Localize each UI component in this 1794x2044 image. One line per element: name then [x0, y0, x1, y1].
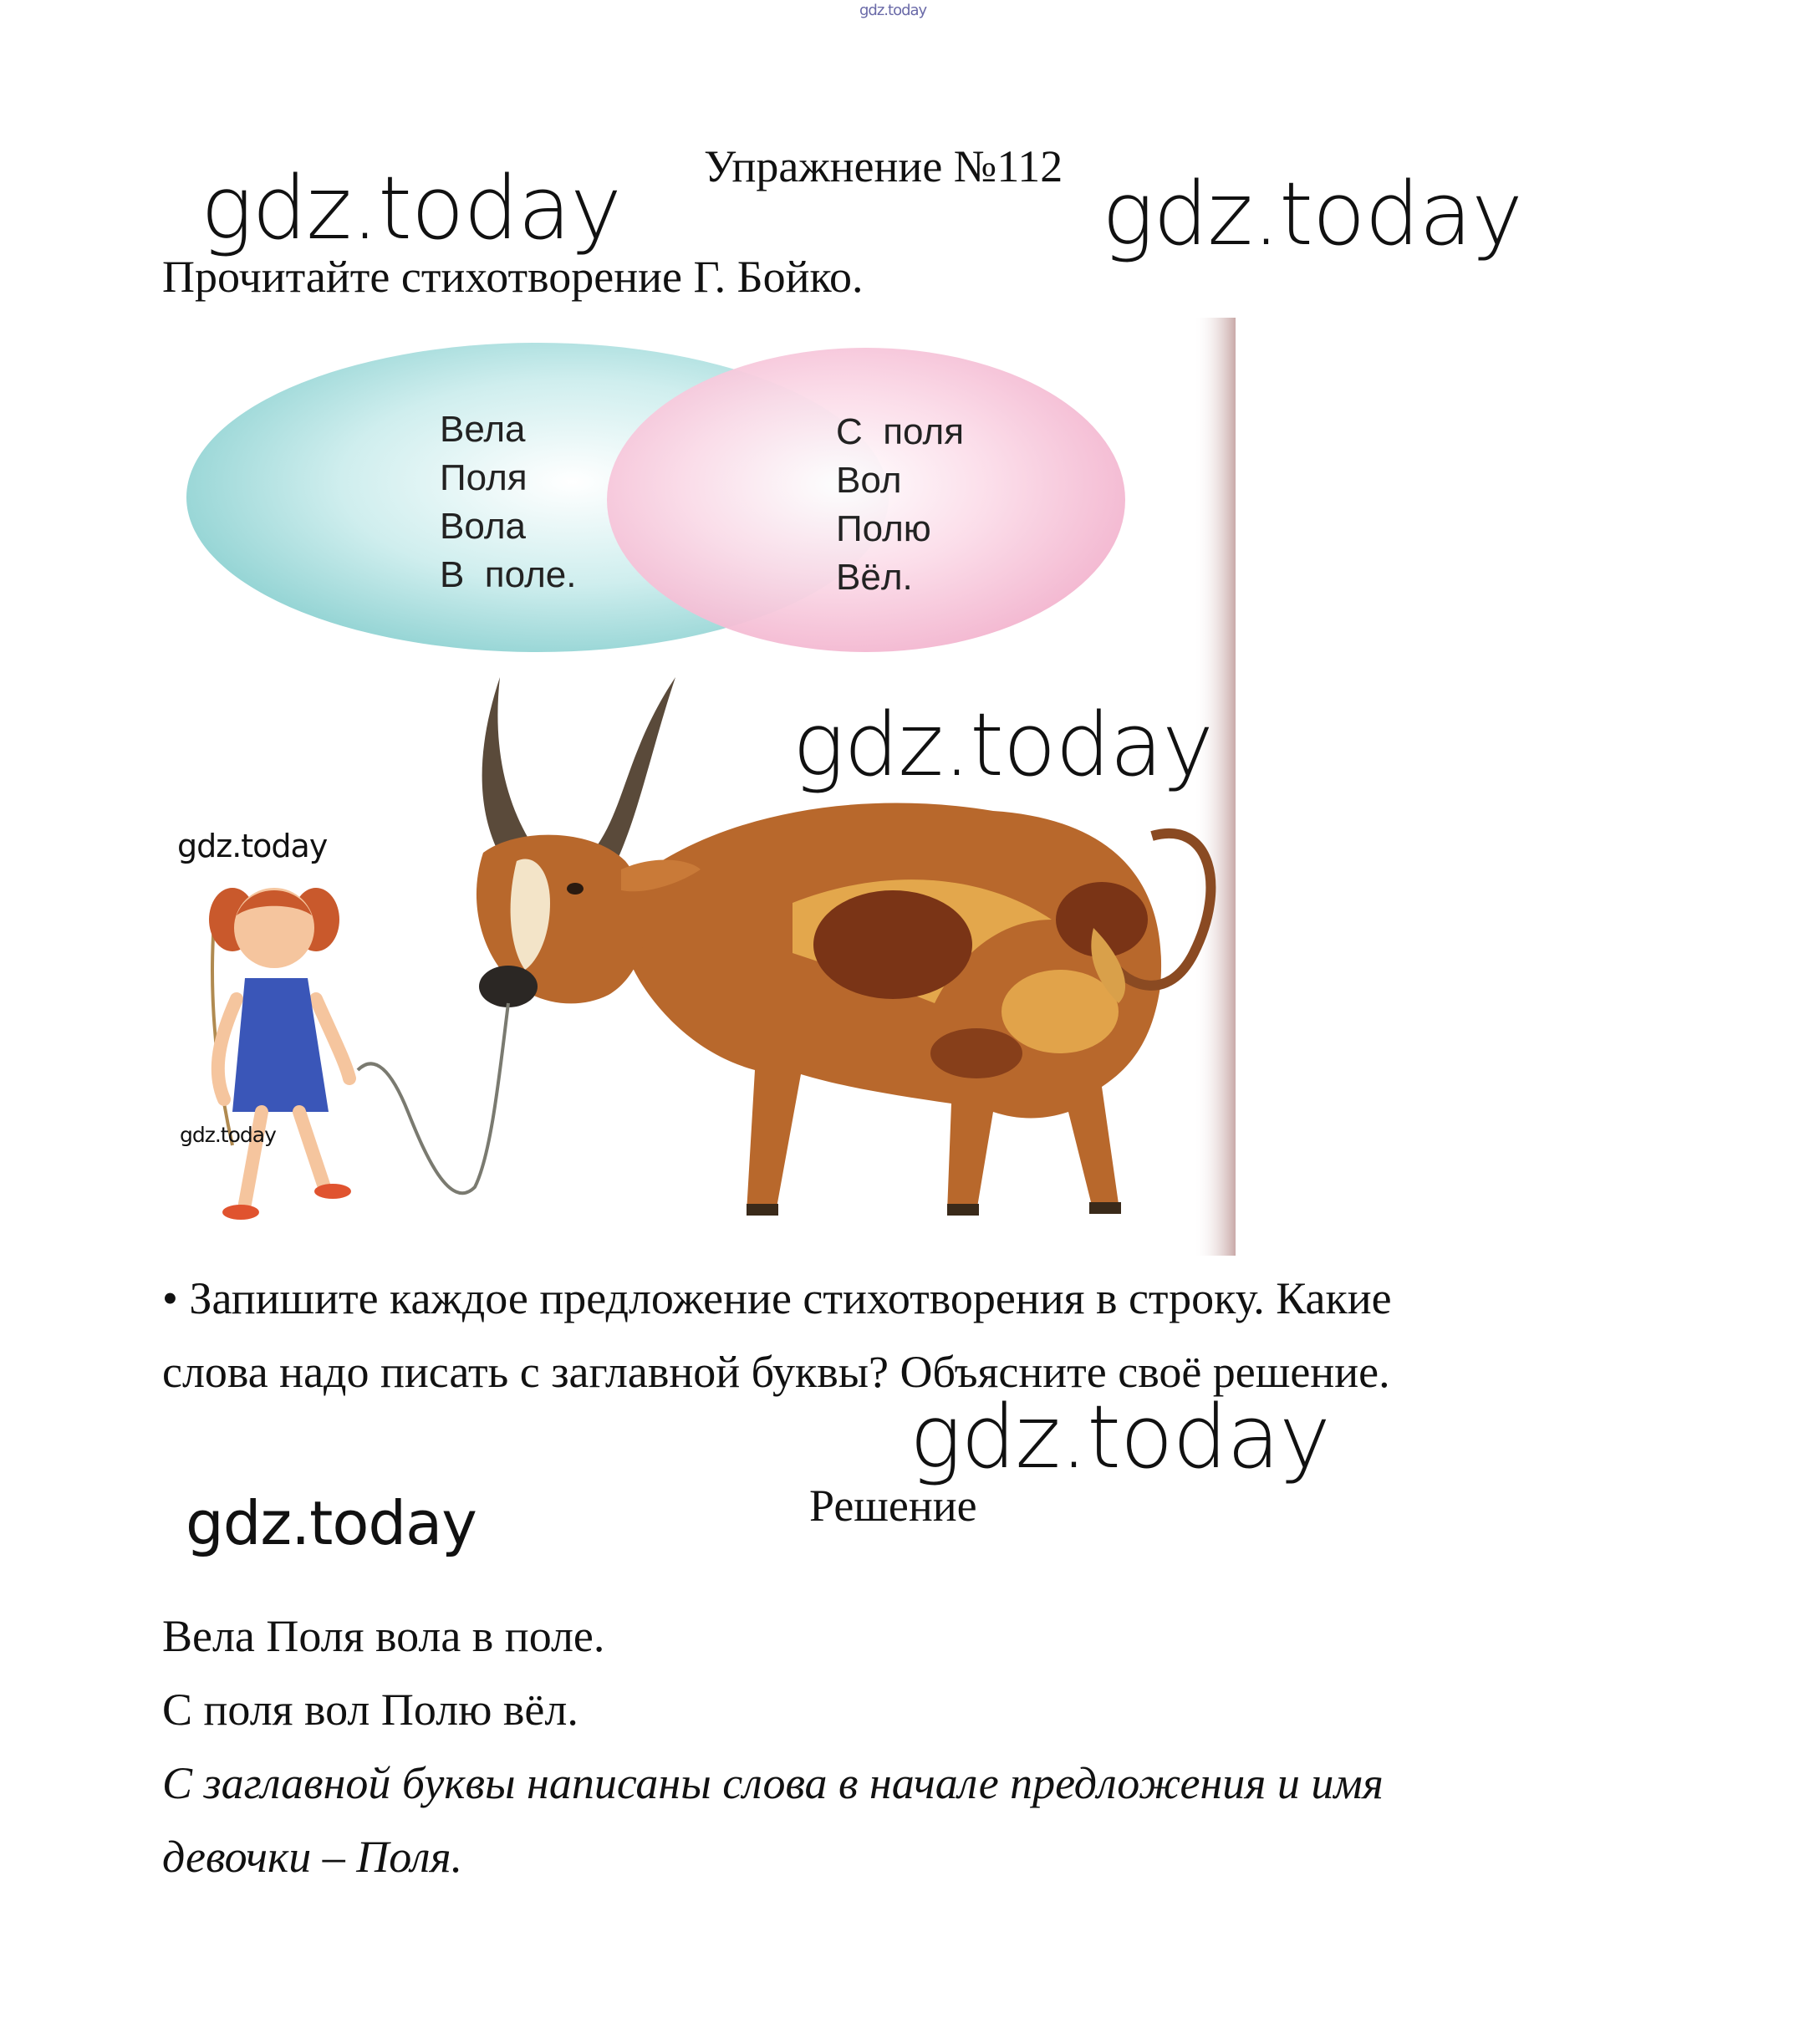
right-bubble-line-4: Вёл.	[836, 557, 913, 598]
solution-explanation-line-1: С заглавной буквы написаны слова в начале предложения и имя	[162, 1758, 1384, 1808]
task-bullet-line-1: • Запишите каждое предложение стихотворения в строку. Какие	[162, 1273, 1392, 1323]
watermark-2: gdz.today	[1102, 163, 1522, 265]
task-bullet-line-2: слова надо писать с заглавной буквы? Объясните своё решение.	[162, 1347, 1390, 1397]
watermark-7: gdz.today	[186, 1488, 477, 1558]
instruction-text: Прочитайте стихотворение Г. Бойко.	[162, 252, 864, 302]
watermark-3: gdz.today	[793, 694, 1213, 796]
girl-figure	[209, 888, 351, 1220]
solution-explanation-line-2: девочки – Поля.	[162, 1832, 463, 1882]
right-bubble-text	[836, 408, 964, 602]
left-bubble-line-4: В поле.	[440, 554, 577, 595]
left-bubble-text	[440, 405, 577, 599]
right-bubble-line-2: Вол	[836, 460, 902, 501]
right-bubble-line-3: Полю	[836, 508, 931, 549]
solution-line-2: С поля вол Полю вёл.	[162, 1685, 578, 1735]
left-bubble-line-1: Вела	[440, 409, 526, 450]
right-bubble-line-1: С поля	[836, 411, 965, 452]
exercise-title: Упражнение №112	[704, 141, 1063, 191]
rope	[358, 1003, 508, 1193]
left-bubble-line-3: Вола	[440, 506, 526, 547]
watermark-4: gdz.today	[177, 828, 328, 864]
watermark-6: gdz.today	[910, 1386, 1330, 1488]
left-bubble-line-2: Поля	[440, 457, 527, 498]
watermark-top: gdz.today	[859, 2, 927, 19]
solution-line-1: Вела Поля вола в поле.	[162, 1611, 605, 1661]
watermark-5: gdz.today	[180, 1123, 276, 1147]
watermark-1: gdz.today	[201, 157, 621, 259]
solution-heading: Решение	[809, 1481, 977, 1531]
